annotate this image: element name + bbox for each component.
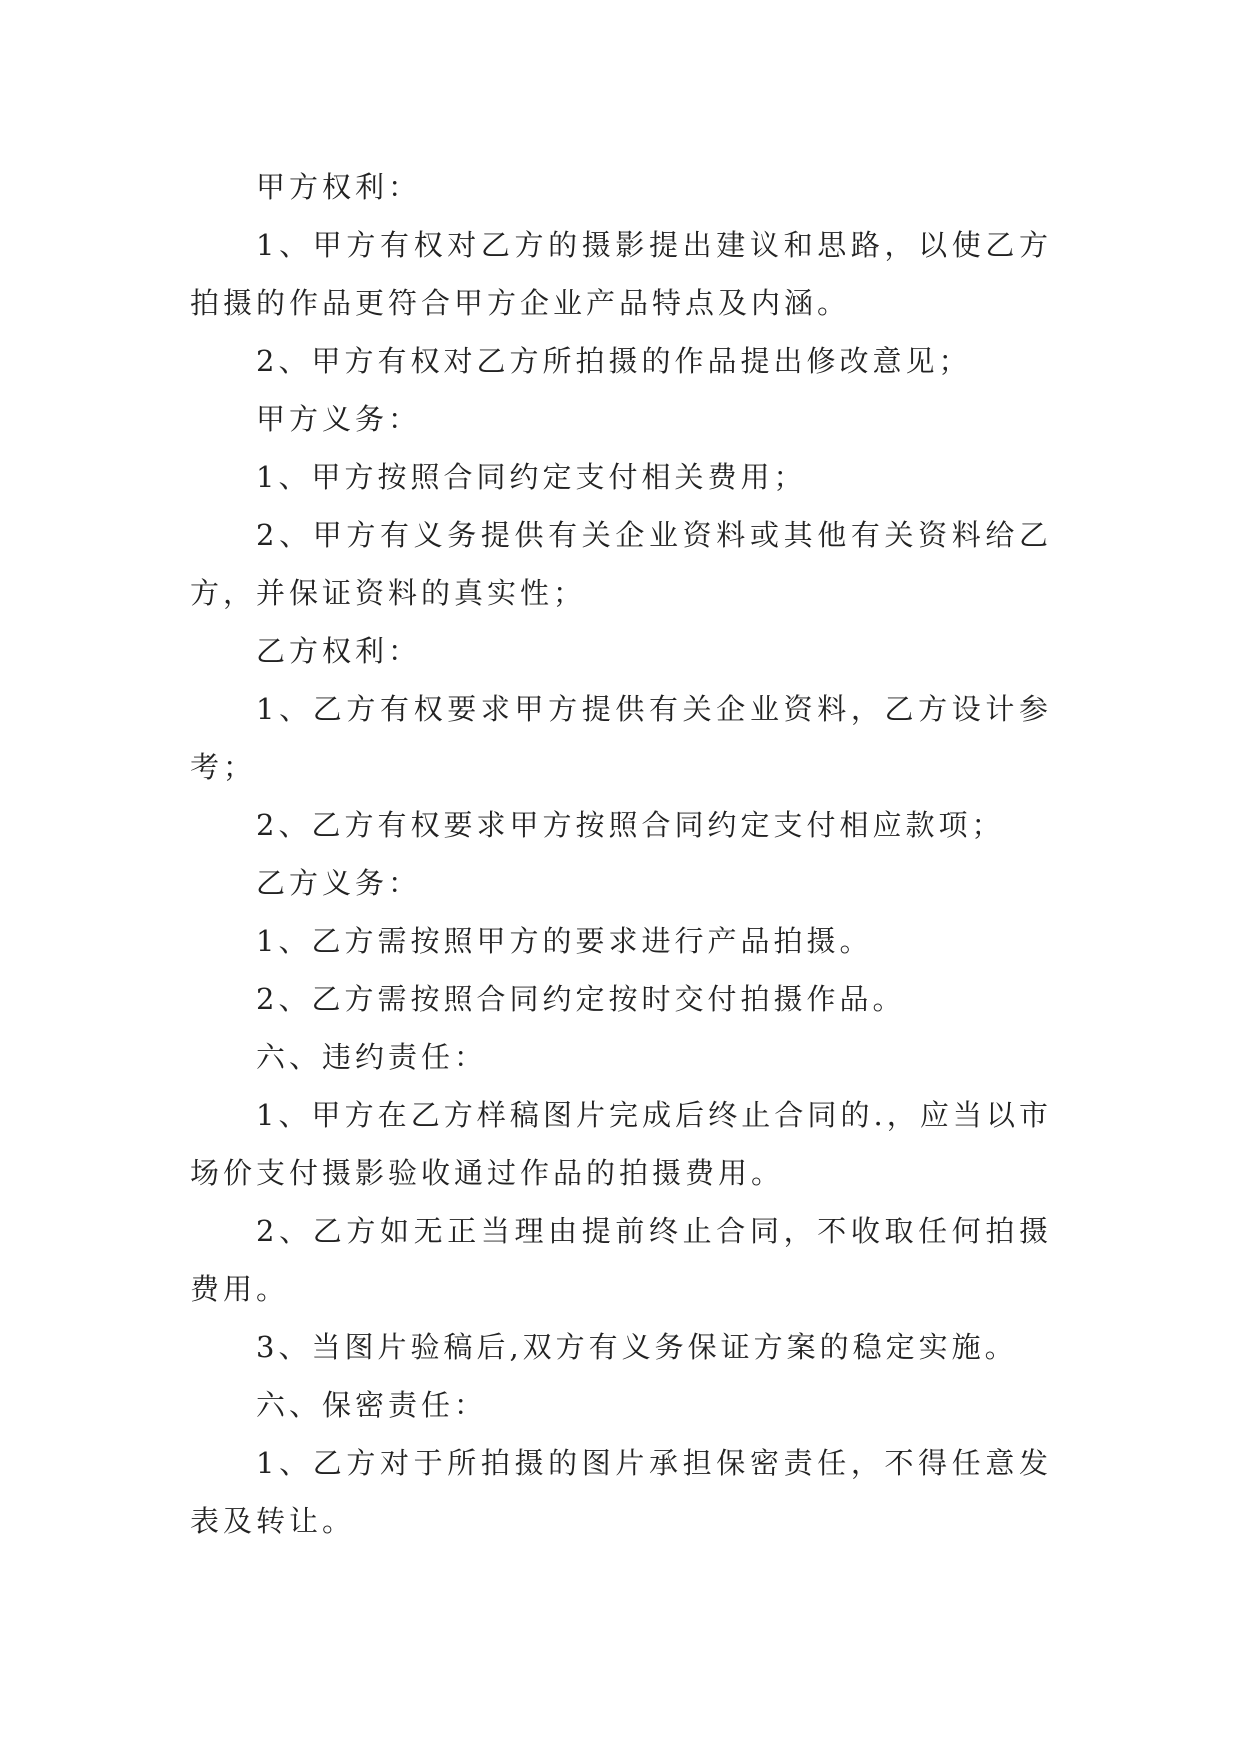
- party-b-right-2: 2、乙方有权要求甲方按照合同约定支付相应款项；: [256, 808, 1005, 842]
- party-b-right-1: 1、乙方有权要求甲方提供有关企业资料，乙方设计参考；: [190, 692, 1052, 784]
- breach-clause-3: 3、当图片验稿后,双方有义务保证方案的稳定实施。: [256, 1330, 1018, 1364]
- section-heading-breach-liability: 六、违约责任：: [256, 1040, 488, 1074]
- section-heading-party-a-obligations: 甲方义务：: [256, 402, 422, 436]
- document-body: [190, 158, 1052, 1550]
- section-heading-party-b-obligations: 乙方义务：: [256, 866, 422, 900]
- breach-clause-1: 1、甲方在乙方样稿图片完成后终止合同的.，应当以市场价支付摄影验收通过作品的拍摄费用。: [190, 1098, 1052, 1190]
- section-heading-confidentiality: 六、保密责任：: [256, 1388, 488, 1422]
- section-heading-party-b-rights: 乙方权利：: [256, 634, 422, 668]
- party-b-obligation-1: 1、乙方需按照甲方的要求进行产品拍摄。: [256, 924, 873, 958]
- breach-clause-2: 2、乙方如无正当理由提前终止合同，不收取任何拍摄费用。: [190, 1214, 1052, 1306]
- party-a-right-2: 2、甲方有权对乙方所拍摄的作品提出修改意见；: [256, 344, 972, 378]
- party-a-right-1: 1、甲方有权对乙方的摄影提出建议和思路，以使乙方拍摄的作品更符合甲方企业产品特点及内涵。: [190, 228, 1052, 320]
- party-a-obligation-1: 1、甲方按照合同约定支付相关费用；: [256, 460, 807, 494]
- party-b-obligation-2: 2、乙方需按照合同约定按时交付拍摄作品。: [256, 982, 906, 1016]
- confidentiality-clause-1: 1、乙方对于所拍摄的图片承担保密责任，不得任意发表及转让。: [190, 1446, 1052, 1538]
- party-a-obligation-2: 2、甲方有义务提供有关企业资料或其他有关资料给乙方，并保证资料的真实性；: [190, 518, 1052, 610]
- section-heading-party-a-rights: 甲方权利：: [256, 170, 422, 204]
